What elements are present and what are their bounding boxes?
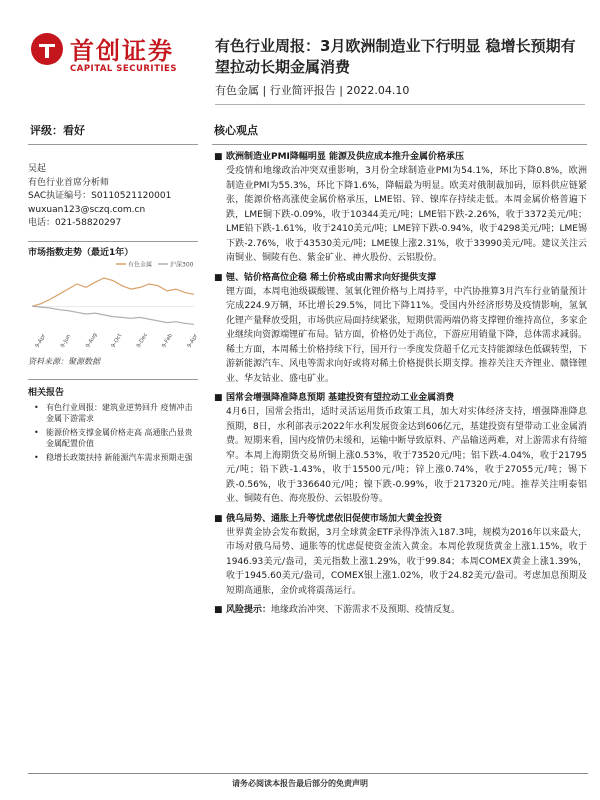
disclaimer-footer: 请务必阅读本报告最后部分的免责声明 xyxy=(232,779,368,788)
section-body: 4月6日，国常会指出，适时灵活运用货币政策工具，加大对实体经济支持，增强降准降息预期，8日，水利部表示2022年水利发展资金达到606亿元，基建投资有望带动工业金属消费。短期来看，国内疫情仍未缓和，运输中断导致原料、产品输送两难，对上游需求有待缩窄。本周上海期货交易所铜上涨0.53%，收于73520元/吨；铝下跌-4.04%，收于21795元/吨；铅下跌-1.43%，收于15500元/吨；锌上涨0.74%，收于27055元/吨；锡下跌-0.56%，收于336640元/吨；镍下跌-0.99%，收于217320元/吨。推荐关注明泰铝业、铜陵有色、海亮股份、云铝股份等。 xyxy=(226,407,587,504)
analyst-name: 吴起 xyxy=(28,164,47,174)
x-tick-label: 9-Oct xyxy=(110,332,124,349)
related-item[interactable] xyxy=(28,452,198,463)
rating-label: 评级： xyxy=(30,124,63,137)
chart-source: 资料来源：聚源数据 xyxy=(28,356,100,366)
rating-value: 看好 xyxy=(63,124,85,137)
x-tick-label: 9-Aug xyxy=(85,331,99,349)
square-bullet-icon: ■ xyxy=(214,393,223,403)
core-views xyxy=(212,118,587,617)
series-line-0 xyxy=(32,278,194,306)
section-risk xyxy=(212,604,587,617)
square-bullet-icon: ■ xyxy=(214,513,223,524)
bullet-icon: • xyxy=(34,452,39,462)
analyst-info xyxy=(28,163,198,231)
analyst-phone: 电话：021-58820297 xyxy=(28,218,122,228)
section-heading-text: 俄乌局势、通胀上升等忧虑依旧促使市场加大黄金投资 xyxy=(226,513,443,524)
analyst-email[interactable]: wuxuan123@sczq.com.cn xyxy=(28,204,146,215)
section-lithium-cobalt xyxy=(212,272,587,387)
series-line-1 xyxy=(32,306,194,324)
brand-logo xyxy=(30,28,200,88)
market-chart-svg xyxy=(28,258,198,350)
square-bullet-icon: ■ xyxy=(214,152,223,162)
section-body: 受疫情和地缘政治冲突双重影响，3月份全球制造业PMI为54.1%，环比下降0.8%，欧洲制造业PMI为55.3%，环比下降1.6%，降幅最为明显。欧美对俄制裁加码，原料供应链紧张，能源价格高涨使金属价格承压，LME铝、锌、镍库存持续走低。本周金属价格普遍下跌，LME铜下跌-0.09%，收于10344美元/吨；LME铝下跌-2.26%，收于3372美元/吨；LME铅下跌-1.61%，收于2410美元/吨；LME锌下跌-0.94%，收于4298美元/吨；LME锡下跌-2.76%，收于43530美元/吨；LME镍上涨2.31%，收于33990美元/吨。建议关注云南铜业、铜陵有色、紫金矿业、神火股份、云铝股份。 xyxy=(226,166,587,263)
chart-title: 市场指数走势（最近1年） xyxy=(28,247,134,258)
section-heading xyxy=(212,392,587,405)
square-bullet-icon: ■ xyxy=(214,605,223,615)
related-item-text: 稳增长政策扶持 新能源汽车需求预期走强 xyxy=(46,452,193,462)
section-body: 锂方面，本周电池级碳酸锂、氢氧化锂价格与上周持平，中汽协推算3月汽车行业销量预计完成224.9万辆，环比增长29.5%，同比下降11%。受国内外经济形势及疫情影响，氢氧化锂产量释放受阻，市场供应局面持续紧张，短期供需两端仍将支撑锂价维持高位，多家企业继续向资源端锂矿布局。钴方面，价格仍处于高位，下游应用销量下降，总体需求减弱。稀土方面，本周稀土价格持续下行，国开行一季度发贷超千亿元支持能源绿色低碳转型，下游新能源汽车、风电等需求向好或将对稀土价格提供长期支撑。推荐关注天齐锂业、赣锋锂业、华友钴业、盛屯矿业。 xyxy=(226,286,587,384)
section-heading-text: 国常会增强降准降息预期 基建投资有望拉动工业金属消费 xyxy=(226,393,455,403)
left-sidebar xyxy=(28,118,198,466)
section-pmi xyxy=(212,151,587,266)
risk-label: 风险提示： xyxy=(226,605,272,615)
report-header xyxy=(0,0,600,112)
section-heading-text: 欧洲制造业PMI降幅明显 能源及供应成本推升金属价格承压 xyxy=(226,152,465,162)
section-gold xyxy=(212,513,587,599)
related-title: 相关报告 xyxy=(28,387,65,398)
section-body: 世界黄金协会发布数据，3月全球黄金ETF录得净流入187.3吨，规模为2016年以来最大，市场对俄乌局势、通胀等的忧虑促使资金流入黄金。本周伦敦现货黄金上涨1.15%，收于1946.93美元/盎司，美元指数上涨1.29%，收于99.84；本周COMEX黄金上涨1.39%，收于1945.60美元/盎司，COMEX银上涨1.02%，收于24.82美元/盎司。考虑加息预期及短期高通胀，金价或将震荡运行。 xyxy=(226,527,587,596)
footer-divider xyxy=(28,773,588,774)
square-bullet-icon: ■ xyxy=(214,272,223,283)
market-index-chart xyxy=(28,241,198,367)
x-tick-label: 9-Apr xyxy=(34,332,48,349)
logo-chinese-name: 首创证券 xyxy=(70,37,174,65)
section-heading xyxy=(212,513,587,526)
analyst-sac: SAC执证编号：S0110521120001 xyxy=(28,191,172,201)
report-title: 有色行业周报：3月欧洲制造业下行明显 稳增长预期有望拉动长期金属消费 xyxy=(215,37,576,76)
section-heading xyxy=(212,272,587,285)
related-item[interactable] xyxy=(28,402,198,424)
x-tick-label: 9-Feb xyxy=(161,332,175,349)
analyst-role: 有色行业首席分析师 xyxy=(28,177,110,188)
section-infrastructure xyxy=(212,392,587,507)
related-reports xyxy=(28,379,198,463)
core-title: 核心观点 xyxy=(212,118,587,145)
legend-label: 有色金属 xyxy=(128,261,153,268)
related-list xyxy=(28,402,198,463)
related-item-text: 有色行业周报：建筑业逆势回升 疫情冲击金属下游需求 xyxy=(46,402,193,423)
header-divider xyxy=(215,104,585,105)
logo-mark-icon xyxy=(30,32,64,66)
x-tick-label: 9-Jun xyxy=(59,333,73,349)
section-heading xyxy=(212,151,587,164)
x-tick-label: 9-Apr xyxy=(186,332,198,349)
bullet-icon: • xyxy=(34,427,39,437)
bullet-icon: • xyxy=(34,402,39,412)
related-item[interactable] xyxy=(28,427,198,449)
x-tick-label: 9-Dec xyxy=(135,331,150,349)
legend-label: 沪深300 xyxy=(170,261,194,268)
rating xyxy=(28,118,198,145)
report-subtitle: 有色金属 | 行业简评报告 | 2022.04.10 xyxy=(215,84,410,97)
related-item-text: 能源价格支撑金属价格走高 高通胀凸显贵金属配置价值 xyxy=(46,427,193,448)
risk-text: 地缘政治冲突、下游需求不及预期、疫情反复。 xyxy=(271,605,461,615)
section-heading-text: 锂、钴价格高位企稳 稀土价格或由需求向好提供支撑 xyxy=(226,272,437,283)
logo-english-name: CAPITAL SECURITIES xyxy=(70,64,177,74)
risk-line xyxy=(212,604,587,617)
